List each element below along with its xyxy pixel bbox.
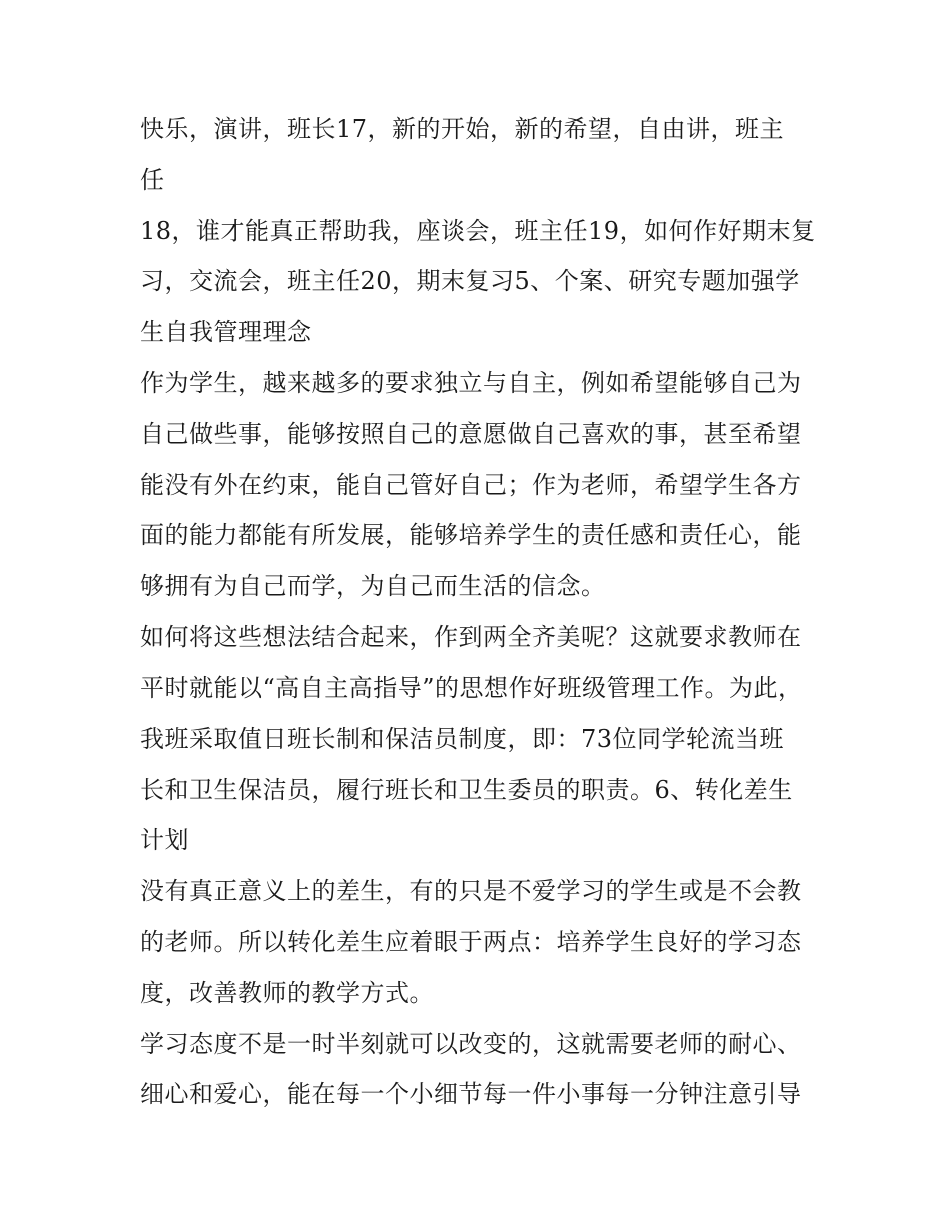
text-line: 的老师。所以转化差生应着眼于两点：培养学生良好的学习态	[140, 928, 802, 956]
text-line: 度，改善教师的教学方式。	[140, 979, 434, 1007]
text-line: 自己做些事，能够按照自己的意愿做自己喜欢的事，甚至希望	[140, 420, 802, 448]
text-line: 学习态度不是一时半刻就可以改变的，这就需要老师的耐心、	[140, 1030, 802, 1058]
text-line: 我班采取值日班长制和保洁员制度，即：73位同学轮流当班	[140, 725, 785, 753]
text-line: 够拥有为自己而学，为自己而生活的信念。	[140, 572, 606, 600]
text-line: 作为学生，越来越多的要求独立与自主，例如希望能够自己为	[140, 369, 802, 397]
text-line: 平时就能以“高自主高指导”的思想作好班级管理工作。为此，	[140, 674, 803, 702]
text-line: 18，谁才能真正帮助我，座谈会，班主任19，如何作好期末复	[140, 217, 816, 245]
text-line: 如何将这些想法结合起来，作到两全齐美呢？这就要求教师在	[140, 623, 802, 651]
text-line: 能没有外在约束，能自己管好自己；作为老师，希望学生各方	[140, 471, 802, 499]
text-line: 没有真正意义上的差生，有的只是不爱学习的学生或是不会教	[140, 877, 802, 905]
text-line: 习，交流会，班主任20，期末复习5、个案、研究专题加强学	[140, 267, 800, 295]
text-line: 长和卫生保洁员，履行班长和卫生委员的职责。6、转化差生	[140, 776, 793, 804]
text-line: 快乐，演讲，班长17，新的开始，新的希望，自由讲，班主	[140, 115, 785, 143]
text-line: 细心和爱心，能在每一个小细节每一件小事每一分钟注意引导	[140, 1080, 802, 1108]
text-line: 任	[140, 166, 165, 194]
text-line: 计划	[140, 826, 189, 854]
text-line: 面的能力都能有所发展，能够培养学生的责任感和责任心，能	[140, 521, 802, 549]
text-line: 生自我管理理念	[140, 318, 312, 346]
